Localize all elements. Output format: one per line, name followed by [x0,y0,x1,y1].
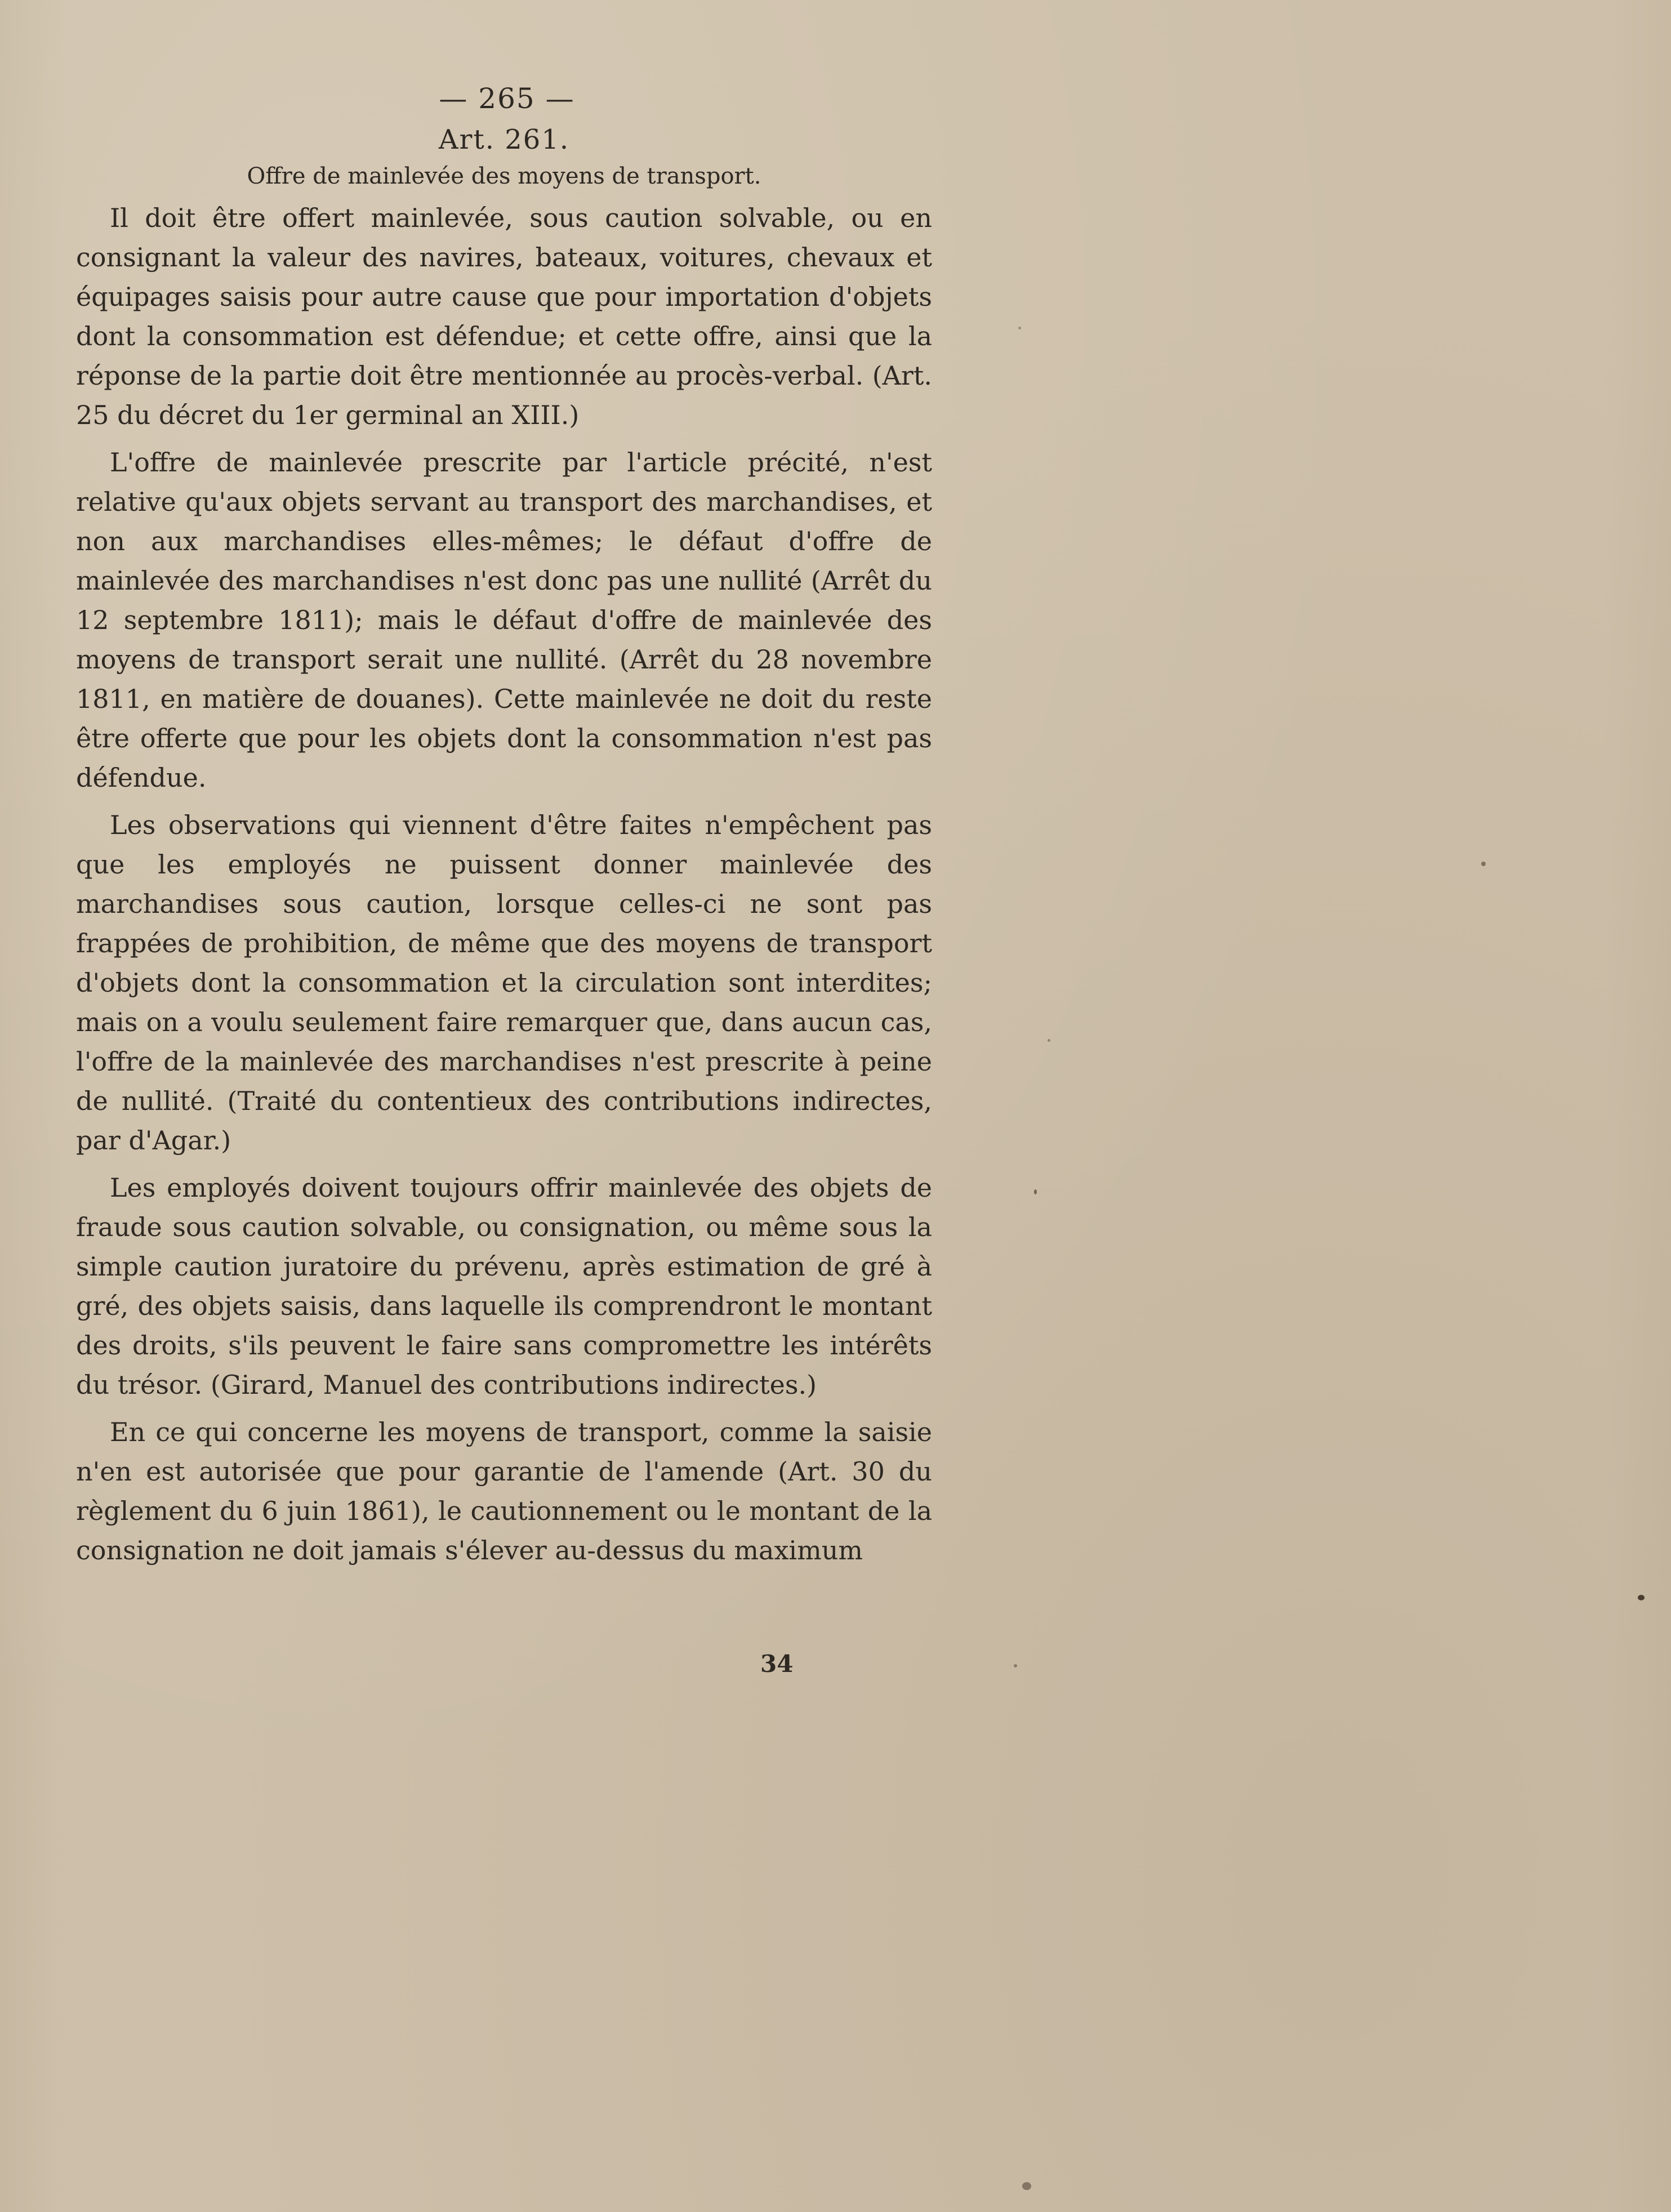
paper-speck [1014,1664,1017,1667]
text-block [76,79,932,1578]
paragraph-3: Les observations qui viennent d'être faites n'empêchent pas que les employés ne puissent donner mainlevée des marchandises sous caution, lorsque celles-ci ne sont pas frappées de prohibition, de même que des moyens de transport d'objets dont la consommation et la circulation sont interdites; mais on a voulu seulement faire remarquer que, dans aucun cas, l'offre de la mainlevée des marchandises n'est prescrite à peine de nullité. (Traité du contentieux des contributions indirectes, par d'Agar.) [76,810,932,1156]
signature-mark: 34 [760,1650,794,1678]
paper-speck [1638,1595,1645,1600]
paper-speck [1022,2182,1031,2190]
paragraph-4: Les employés doivent toujours offrir mainlevée des objets de fraude sous caution solvable, ou consignation, ou même sous la simple caution juratoire du prévenu, après estimation de gré à gré, des objets saisis, dans laquelle ils comprendront le montant des droits, s'ils peuvent le faire sans compromettre les intérêts du trésor. (Girard, Manuel des contributions indirectes.) [76,1172,932,1400]
article-number: Art. 261. [438,124,570,155]
paper-speck [1048,1039,1050,1042]
paper-speck [1018,327,1021,329]
paragraph-5: En ce qui concerne les moyens de transport, comme la saisie n'en est autorisée que pour garantie de l'amende (Art. 30 du règlement du 6 juin 1861), le cautionnement ou le montant de la consignation ne doit jamais s'élever au-dessus du maximum [76,1417,932,1566]
paper-speck [1481,862,1486,866]
page-number: — 265 — [439,82,575,115]
paragraph-2: L'offre de mainlevée prescrite par l'article précité, n'est relative qu'aux objets servant au transport des marchandises, et non aux marchandises elles-mêmes; le défaut d'offre de mainlevée des marchandises n'est donc pas une nullité (Arrêt du 12 septembre 1811); mais le défaut d'offre de mainlevée des moyens de transport serait une nullité. (Arrêt du 28 novembre 1811, en matière de douanes). Cette mainlevée ne doit du reste être offerte que pour les objets dont la consommation n'est pas défendue. [76,447,932,793]
paper-speck [1034,1189,1037,1194]
article-title: Offre de mainlevée des moyens de transport. [247,163,761,189]
paragraph-1: Il doit être offert mainlevée, sous caution solvable, ou en consignant la valeur des navires, bateaux, voitures, chevaux et équipages saisis pour autre cause que pour importation d'objets dont la consommation est défendue; et cette offre, ainsi que la réponse de la partie doit être mentionnée au procès-verbal. (Art. 25 du décret du 1er germinal an XIII.) [76,203,932,430]
